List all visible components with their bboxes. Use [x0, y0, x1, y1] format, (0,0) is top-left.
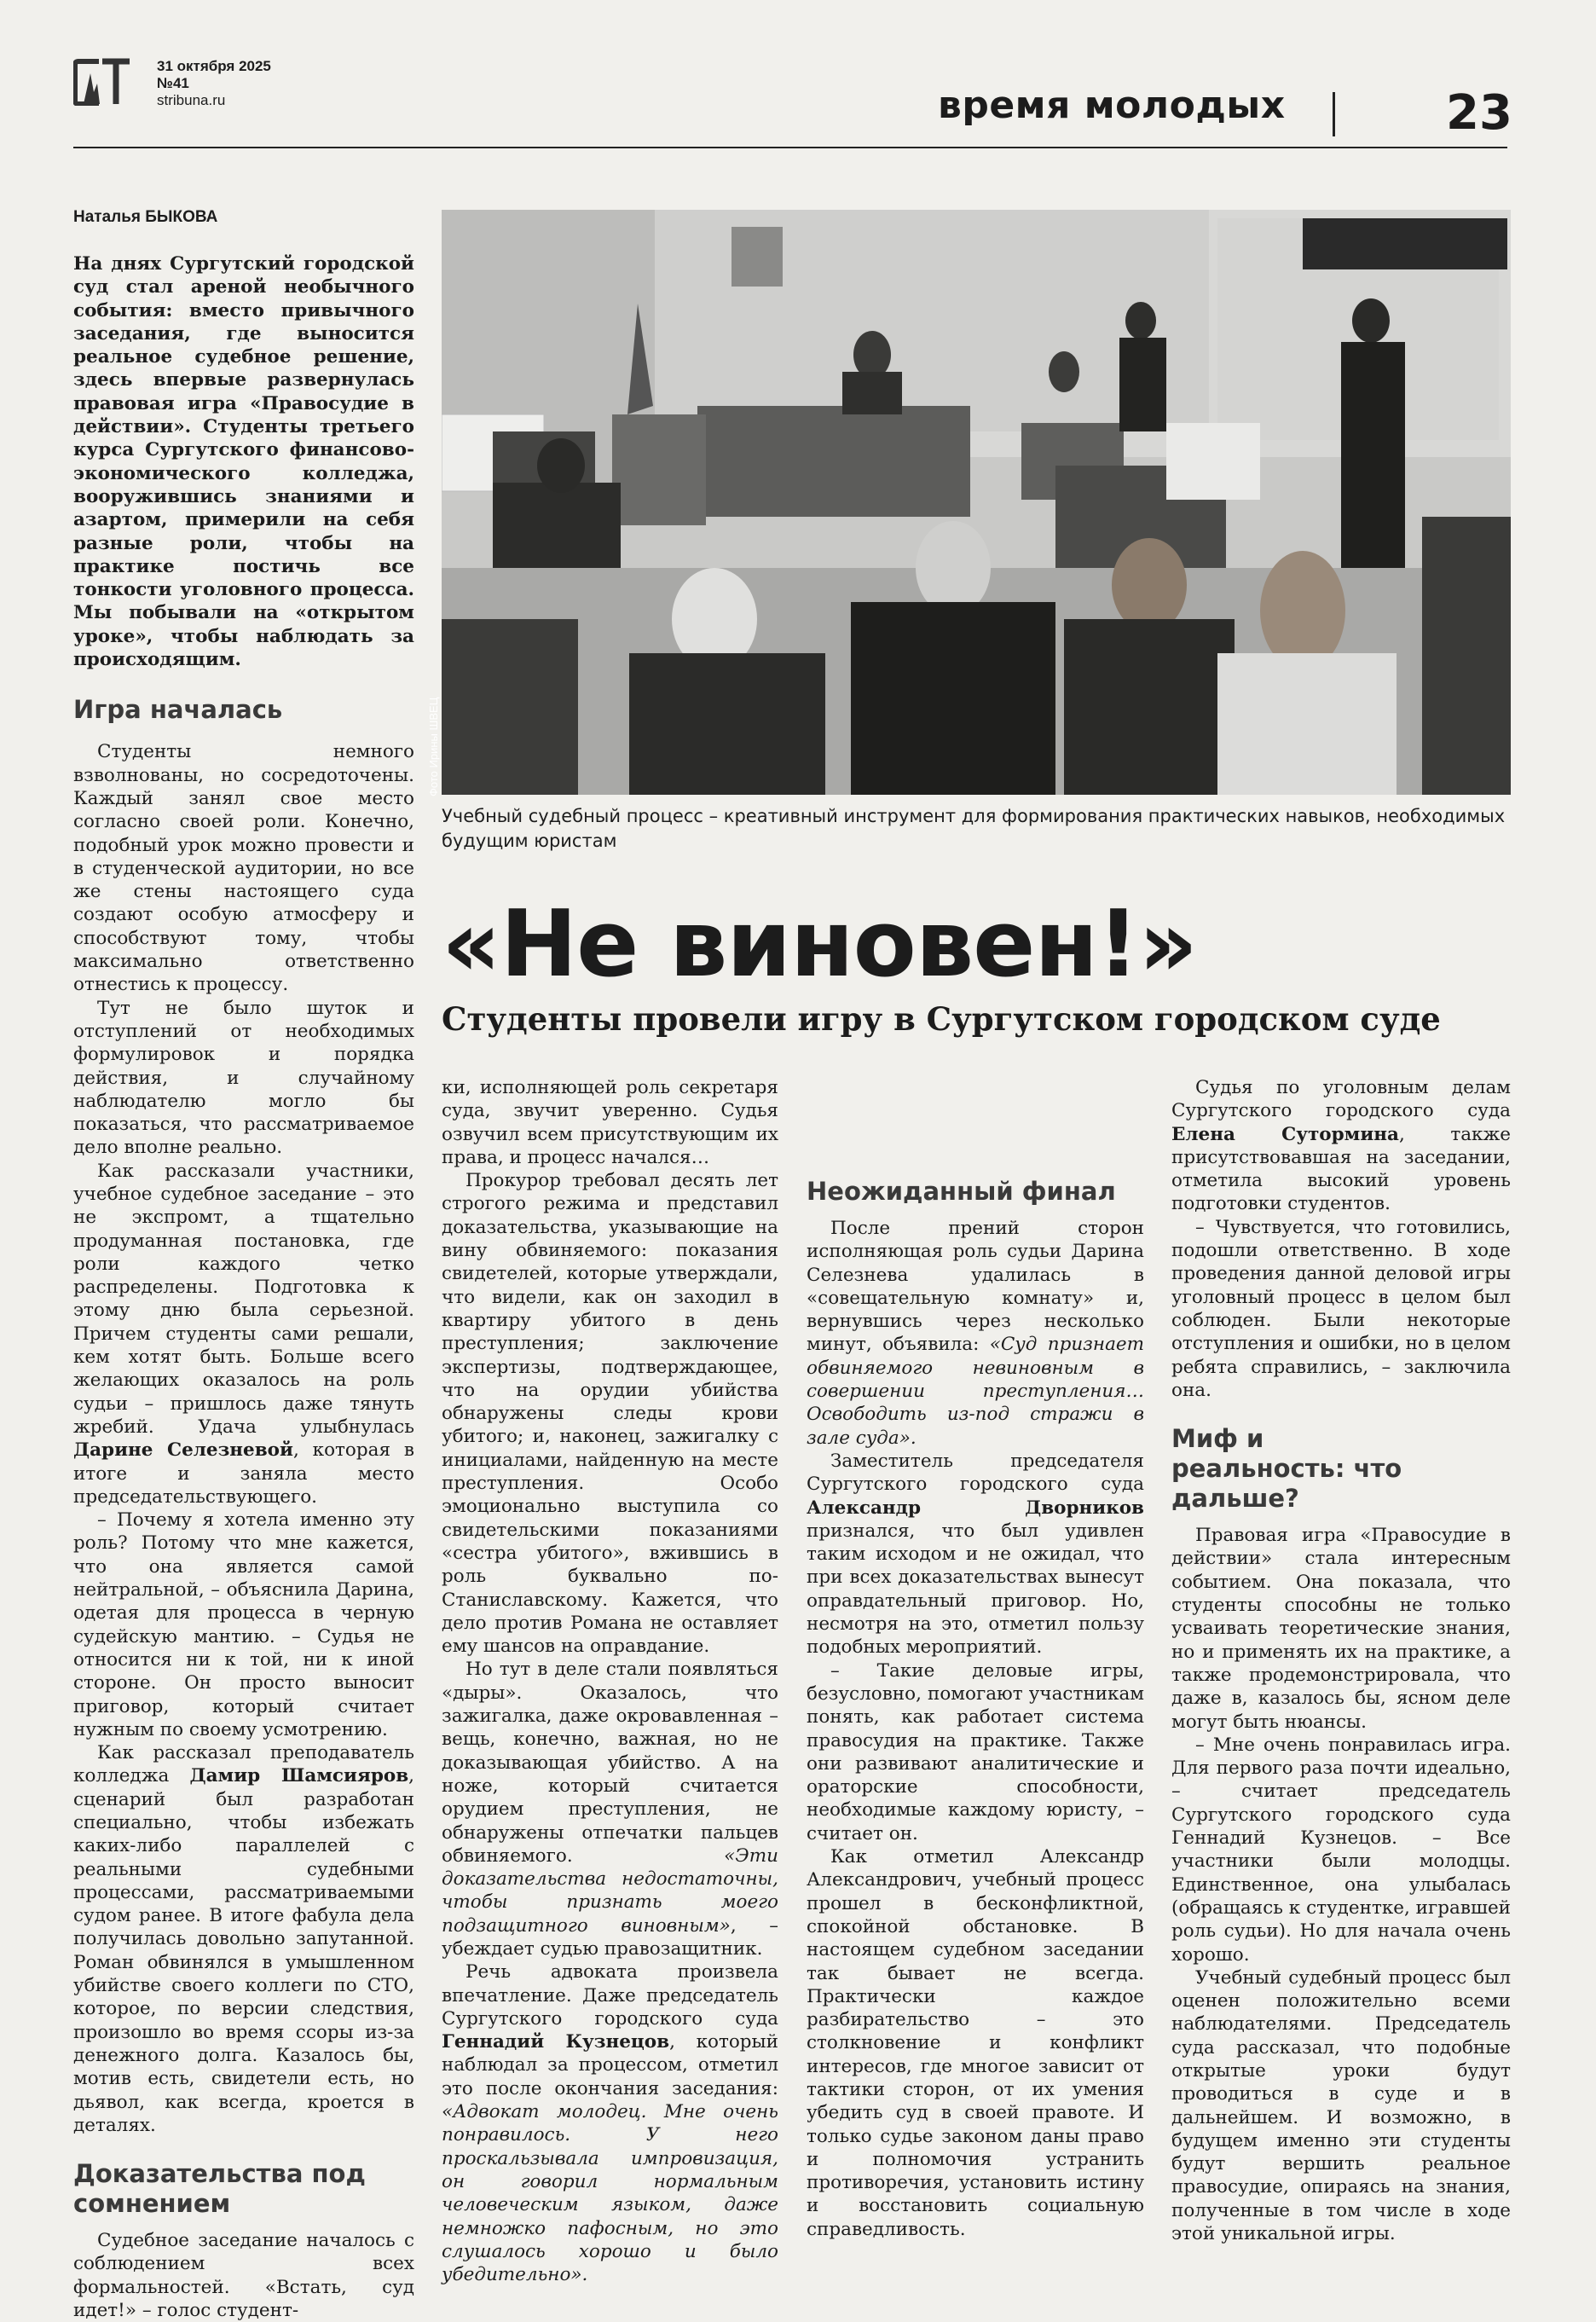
masthead-divider [1333, 92, 1335, 136]
column-4 [1171, 1076, 1511, 2245]
issue-number: №41 [157, 75, 189, 91]
paragraph: – Чувствуется, что готовились, подошли ответственно. В ходе проведения данной деловой игры уголовный процесс в целом был соблюден. Были некоторые отступления и ошибки, но в целом ребята справились, – заключила она. [1171, 1216, 1511, 1401]
newspaper-logo [73, 58, 131, 106]
paragraph: – Почему я хотела именно эту роль? Потому что мне кажется, что она является самой нейтральной, – объяснила Дарина, одетая для процесса в черную судейскую мантию. – Судья не относится ни к той, ни к иной стороне. Он просто выносит приговор, который считает нужным по своему усмотрению. [73, 1509, 414, 1740]
paragraph: Тут не было шуток и отступлений от необходимых формулировок и порядка действия, и случайному наблюдателю могло бы показаться, что рассматриваемое дело вполне реально. [73, 997, 414, 1159]
section-title: время молодых [938, 84, 1286, 127]
paragraph: Судебное заседание началось с соблюдением всех формальностей. «Встать, суд идет!» – голос студент- [73, 2230, 414, 2322]
person-name: Дарине Селезневой [73, 1439, 293, 1462]
paragraph: Прокурор требовал десять лет строгого режима и представил доказательства, указывающие на вину обвиняемого: показания свидетелей, которые утверждали, что видели, как он заходил в квартиру убитого в день преступления; заключение экспертизы, подтверждающее, что на орудии убийства обнаружены следы крови убитого; и, наконец, зажигалку с инициалами, найденную на месте преступления. Особо эмоционально выступила со свидетельскими показаниями «сестра убитого», вжившись в роль буквально по-Станиславскому. Кажется, что дело против Романа не оставляет ему шансов на оправдание. [442, 1170, 778, 1658]
person-name: Александр Дворников [807, 1497, 1144, 1519]
article-headline: «Не виновен!» [442, 891, 1198, 998]
subheading-evidence: Доказательства под сомнением [73, 2159, 366, 2219]
quote: «Суд признает обвиняемого невиновным в совершении преступления… Освободить из-под стражи в зале суда». [807, 1334, 1145, 1449]
paragraph: – Мне очень понравилась игра. Для первого раза почти идеально, – считает председатель Сургутского городского суда Геннадий Кузнецов. – Все участники были молодцы. Единственное, она улыбалась (обращаясь к студентке, игравшей роль судьи). Но для начала очень хорошо. [1171, 1734, 1512, 1966]
quote: «Адвокат молодец. Мне очень понравилось. У него проскальзывала импровизация, он говорил нормальным человеческим языком, даже немножко пафосным, но это слушалось хорошо и было убедительно». [442, 2101, 778, 2286]
paragraph: Как отметил Александр Александрович, учебный процесс прошел в бесконфликтной, спокойной обстановке. В настоящем судебном заседании так бывает не всегда. Практически каждое разбирательство – это столкновение и конфликт интересов, где многое зависит от тактики сторон, от их умения убедить суд в своей правоте. И только судье законом даны право и полномочия устранить противоречия, установить истину и восстановить социальную справедливость. [807, 1846, 1144, 2240]
person-name: Дамир Шамсияров [189, 1765, 409, 1787]
page-number: 23 [1446, 85, 1512, 141]
article-subheadline: Студенты провели игру в Сургутском городском суде [442, 1000, 1441, 1038]
person-name: Геннадий Кузнецов [442, 2031, 670, 2053]
issue-date: 31 октября 2025 [157, 58, 271, 74]
article-lead: На днях Сургутский городской суд стал ареной необычного события: вместо привычного заседания, где выносится реальное судебное решение, здесь впервые развернулась правовая игра «Правосудие в действии». Студенты третьего курса Сургутского финансово-экономического колледжа, вооружившись знаниями и азартом, примерили на себя разные роли, чтобы на практике постичь все тонкости уголовного процесса. Мы побывали на «открытом уроке», чтобы наблюдать за происходящим. [73, 253, 414, 671]
person-name: Елена Сутормина [1171, 1123, 1399, 1145]
subheading-myth: Миф и реальность: что дальше? [1171, 1424, 1402, 1514]
issue-info [157, 58, 271, 109]
paragraph: Речь адвоката произвела впечатление. Даже председатель Сургутского городского суда Геннадий Кузнецов, который наблюдал за процессом, отметил это после окончания заседания: «Адвокат молодец. Мне очень понравилось. У него проскальзывала импровизация, он говорил нормальным человеческим языком, даже немножко пафосным, но это слушалось хорошо и было убедительно». [442, 1961, 778, 2286]
paragraph: Правовая игра «Правосудие в действии» стала интересным событием. Она показала, что студенты способны не только усваивать теоретические знания, но и применять их на практике, а также продемонстрировала, что даже в, казалось бы, ясном деле могут быть нюансы. [1171, 1525, 1511, 1733]
photo-credit: Фото Ирины ШВЕЦ [427, 697, 440, 796]
photo-caption: Учебный судебный процесс – креативный инструмент для формирования практических навыков, необходимых будущим юристам [442, 806, 1506, 851]
paragraph: После прений сторон исполняющая роль судьи Дарина Селезнева удалилась в «совещательную комнату» и, вернувшись через несколько минут, объявила: «Суд признает обвиняемого невиновным в совершении преступления… Освободить из-под стражи в зале суда». [807, 1218, 1145, 1449]
paragraph: Студенты немного взволнованы, но сосредоточены. Каждый занял свое место согласно своей роли. Конечно, подобный урок можно провести и в студенческой аудитории, но все же стены настоящего суда создают особую атмосферу и способствуют тому, чтобы максимально ответственно отнестись к процессу. [73, 741, 414, 996]
header-rule [73, 147, 1507, 148]
paragraph: Судья по уголовным делам Сургутского городского суда Елена Сутормина, также присутствовавшая на заседании, отметила высокий уровень подготовки студентов. [1171, 1077, 1511, 1215]
paragraph: Но тут в деле стали появляться «дыры». Оказалось, что зажигалка, даже окровавленная – вещь, конечно, важная, но не доказывающая убийство. А на ноже, который считается орудием преступления, не обнаружены отпечатки пальцев обвиняемого. «Эти доказательства недостаточны, чтобы признать моего подзащитного виновным», – убеждает судью правозащитник. [442, 1659, 778, 1960]
paragraph: – Такие деловые игры, безусловно, помогают участникам понять, как работает система правосудия на практике. Также они развивают аналитические и ораторские способности, необходимые каждому юристу, – считает он. [807, 1659, 1144, 1844]
author-byline: Наталья БЫКОВА [73, 208, 218, 226]
paragraph: Учебный судебный процесс был оценен положительно всеми наблюдателями. Председатель суда рассказал, что подобные открытые уроки будут проводиться в суде и в дальнейшем. И возможно, в будущем именно эти студенты будут вершить реальное правосудие, опираясь на знания, полученные в том числе в ходе этой уникальной игры. [1171, 1966, 1511, 2245]
column-1 [73, 252, 414, 2322]
courtroom-photo [442, 210, 1511, 795]
paragraph: ки, исполняющей роль секретаря суда, звучит уверенно. Судья озвучил всем присутствующим их права, и процесс начался… [442, 1077, 778, 1168]
subheading-game: Игра началась [73, 695, 283, 725]
column-2 [442, 1076, 778, 2286]
subheading-finale: Неожиданный финал [807, 1177, 1116, 1206]
paragraph: Как рассказал преподаватель колледжа Дамир Шамсияров, сценарий был разработан специально, чтобы избежать каких-либо параллелей с реальными судебными процессами, рассматриваемыми судом ранее. В итоге фабула дела получилась довольно запутанной. Роман обвинялся в умышленном убийстве своего коллеги по СТО, которое, по версии следствия, произошло во время ссоры из-за денежного долга. Казалось бы, мотив есть, свидетели есть, но дьявол, как всегда, кроется в деталях. [73, 1742, 415, 2136]
site-link[interactable]: stribuna.ru [157, 92, 226, 108]
paragraph: Как рассказали участники, учебное судебное заседание – это не экспромт, а тщательно продуманная постановка, где роли каждого четко распределены. Подготовка к этому дню была серьезной. Причем студенты сами решали, кем хотят быть. Больше всего желающих оказалось на роль судьи – пришлось даже тянуть жребий. Удача улыбнулась Дарине Селезневой, которая в итоге и заняла место председательствующего. [73, 1160, 414, 1508]
paragraph: Заместитель председателя Сургутского городского суда Александр Дворников признался, что был удивлен таким исходом и не ожидал, что при всех доказательствах вынесут оправдательный приговор. Но, несмотря на это, отметил пользу подобных мероприятий. [807, 1450, 1144, 1659]
quote: «Эти доказательства недостаточны, чтобы признать моего подзащитного виновным» [442, 1844, 778, 1937]
column-3 [807, 1076, 1144, 2241]
